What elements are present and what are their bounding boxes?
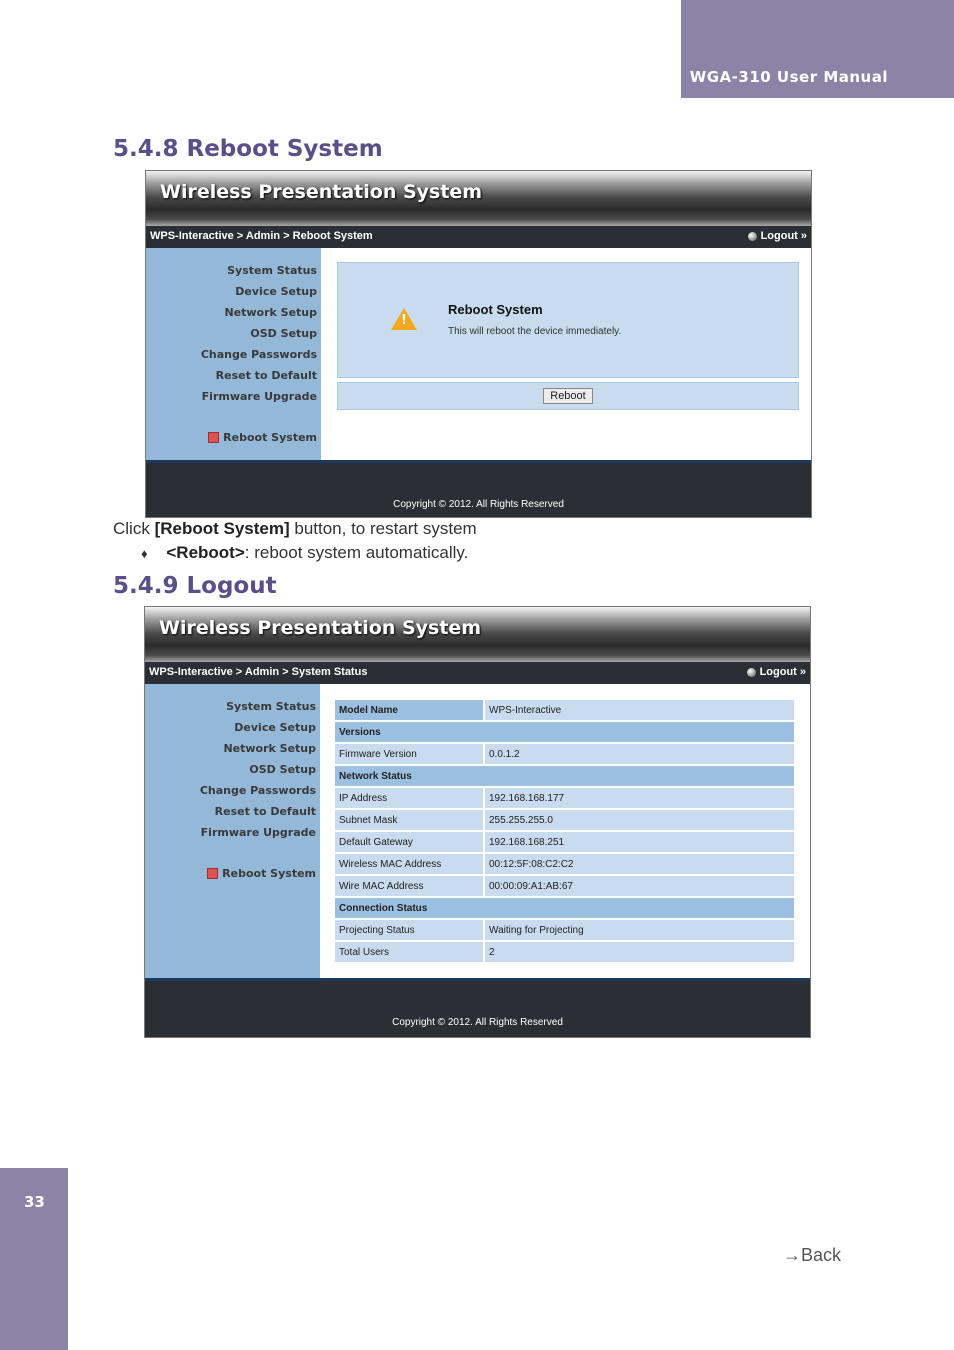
table-cell-label: Projecting Status [335, 920, 483, 940]
footer [146, 460, 811, 517]
instruction-line [113, 519, 477, 539]
reboot-button[interactable]: Reboot [543, 388, 592, 404]
logout-link[interactable] [748, 230, 807, 242]
table-section-label: Network Status [335, 766, 794, 786]
sidebar-item-device-setup[interactable]: Device Setup [234, 721, 316, 734]
table-cell-label: Firmware Version [335, 744, 483, 764]
logout-label: Logout » [760, 230, 807, 242]
logout-link[interactable] [747, 666, 806, 678]
screenshot-status [144, 606, 811, 1038]
instruction-post: button, to restart system [289, 519, 477, 538]
section-title-reboot: 5.4.8 Reboot System [113, 136, 383, 162]
bullet-text: : reboot system automatically. [244, 543, 469, 562]
logout-icon [748, 232, 757, 241]
sidebar [146, 248, 321, 460]
bullet-bold: <Reboot> [166, 543, 245, 562]
sidebar [145, 684, 320, 978]
table-cell-value: WPS-Interactive [485, 700, 794, 720]
sidebar-item-firmware-upgrade[interactable]: Firmware Upgrade [201, 390, 317, 403]
table-cell-value: 192.168.168.177 [485, 788, 794, 808]
table-section-row [335, 766, 794, 786]
reboot-icon [207, 868, 218, 879]
table-section-row [335, 898, 794, 918]
table-section-row [335, 722, 794, 742]
screenshot-reboot [145, 170, 812, 518]
table-cell-label: Subnet Mask [335, 810, 483, 830]
table-cell-value: 00:12:5F:08:C2:C2 [485, 854, 794, 874]
table-cell-label: IP Address [335, 788, 483, 808]
banner [145, 607, 810, 662]
sidebar-item-system-status[interactable]: System Status [227, 264, 317, 277]
sidebar-item-reset-default[interactable]: Reset to Default [215, 369, 317, 382]
back-link[interactable]: →Back [782, 1245, 841, 1265]
button-panel [337, 382, 799, 410]
message-text: This will reboot the device immediately. [448, 326, 622, 337]
logout-icon [747, 668, 756, 677]
sidebar-item-label: Reboot System [223, 431, 317, 444]
table-cell-label: Wireless MAC Address [335, 854, 483, 874]
table-cell-value: 192.168.168.251 [485, 832, 794, 852]
table-section-label: Versions [335, 722, 794, 742]
sidebar-item-osd-setup[interactable]: OSD Setup [250, 327, 317, 340]
banner-title: Wireless Presentation System [159, 617, 482, 639]
page-number: 33 [24, 1193, 45, 1211]
manual-title: WGA-310 User Manual [689, 68, 888, 86]
copyright: Copyright © 2012. All Rights Reserved [393, 499, 564, 510]
sidebar-item-system-status[interactable]: System Status [226, 700, 316, 713]
table-row [335, 942, 794, 962]
reboot-message-panel [337, 262, 799, 378]
bullet-icon: ♦ [141, 546, 148, 561]
sidebar-item-network-setup[interactable]: Network Setup [223, 742, 316, 755]
reboot-icon [208, 432, 219, 443]
table-cell-label: Wire MAC Address [335, 876, 483, 896]
table-row [335, 854, 794, 874]
table-cell-value: 0.0.1.2 [485, 744, 794, 764]
table-row [335, 744, 794, 764]
logout-label: Logout » [759, 666, 806, 678]
sidebar-item-change-passwords[interactable]: Change Passwords [199, 784, 316, 797]
sidebar-item-reset-default[interactable]: Reset to Default [214, 805, 316, 818]
bullet-line [141, 543, 468, 563]
table-row [335, 788, 794, 808]
table-row [335, 920, 794, 940]
instruction-pre: Click [113, 519, 155, 538]
table-cell-value: 255.255.255.0 [485, 810, 794, 830]
sidebar-item-reboot-system[interactable] [146, 427, 321, 448]
sidebar-item-label: Reboot System [222, 867, 316, 880]
table-cell-label: Model Name [335, 700, 483, 720]
table-cell-label: Default Gateway [335, 832, 483, 852]
main-panel [321, 248, 811, 460]
banner-title: Wireless Presentation System [160, 181, 483, 203]
table-cell-value: 00:00:09:A1:AB:67 [485, 876, 794, 896]
sidebar-item-firmware-upgrade[interactable]: Firmware Upgrade [200, 826, 316, 839]
main-panel [320, 684, 810, 978]
breadcrumb: WPS-Interactive > Admin > System Status [149, 666, 368, 678]
table-cell-label: Total Users [335, 942, 483, 962]
sidebar-item-device-setup[interactable]: Device Setup [235, 285, 317, 298]
table-row [335, 700, 794, 720]
instruction-bold: [Reboot System] [154, 519, 290, 538]
table-row [335, 876, 794, 896]
copyright: Copyright © 2012. All Rights Reserved [392, 1017, 563, 1028]
sidebar-item-network-setup[interactable]: Network Setup [224, 306, 317, 319]
breadcrumb-bar [145, 662, 810, 684]
table-cell-value: 2 [485, 942, 794, 962]
sidebar-item-reboot-system[interactable] [145, 863, 320, 884]
table-row [335, 832, 794, 852]
table-section-label: Connection Status [335, 898, 794, 918]
breadcrumb: WPS-Interactive > Admin > Reboot System [150, 230, 373, 242]
breadcrumb-bar [146, 226, 811, 248]
table-cell-value: Waiting for Projecting [485, 920, 794, 940]
table-row [335, 810, 794, 830]
section-title-logout: 5.4.9 Logout [113, 573, 277, 599]
warning-mark: ! [401, 313, 407, 328]
footer [145, 978, 810, 1037]
sidebar-item-osd-setup[interactable]: OSD Setup [249, 763, 316, 776]
banner [146, 171, 811, 226]
message-title: Reboot System [448, 302, 543, 317]
sidebar-item-change-passwords[interactable]: Change Passwords [200, 348, 317, 361]
status-table [333, 698, 796, 964]
